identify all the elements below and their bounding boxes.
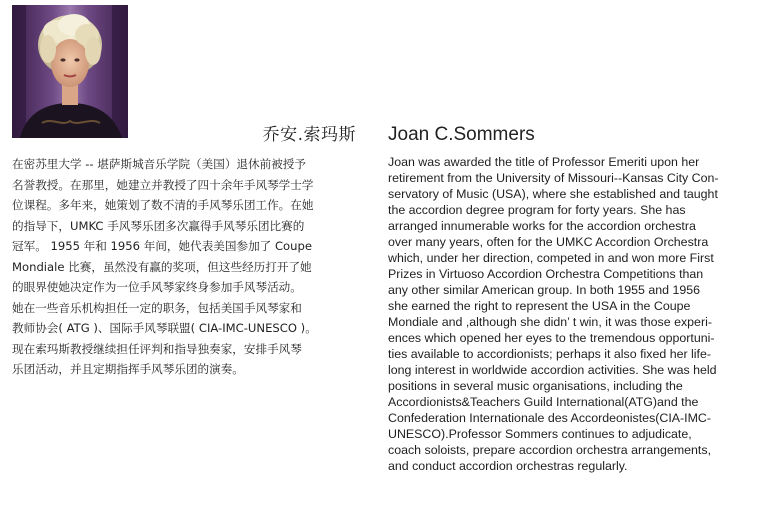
english-bio-line: long interest in worldwide accordion activities. She was held: [388, 363, 717, 377]
english-bio-line: Prizes in Virtuoso Accordion Orchestra Competitions than: [388, 267, 704, 281]
chinese-bio-line: 冠军。 1955 年和 1956 年间，她代表美国参加了 Coupe: [12, 239, 312, 253]
chinese-name-heading: 乔安.索玛斯: [262, 125, 356, 145]
chinese-bio-line: 在密苏里大学 -- 堪萨斯城音乐学院（美国）退休前被授予: [12, 157, 306, 171]
portrait-photo: [12, 5, 128, 138]
english-bio-line: and conduct accordion orchestras regularly.: [388, 459, 628, 473]
english-bio-line: over many years, often for the UMKC Accordion Orchestra: [388, 235, 709, 249]
chinese-bio-line: 乐团活动，并且定期指挥手风琴乐团的演奏。: [12, 362, 244, 376]
english-bio-line: Accordionists&Teachers Guild International(ATG)and the: [388, 395, 699, 409]
english-bio-line: positions in several music organisations, including the: [388, 379, 683, 393]
chinese-bio-line: 的指导下，UMKC 手风琴乐团多次赢得手风琴乐团比赛的: [12, 218, 305, 233]
chinese-bio-line: 她在一些音乐机构担任一定的职务，包括美国手风琴家和: [12, 300, 302, 315]
english-bio-line: UNESCO).Professor Sommers continues to adjudicate,: [388, 427, 692, 441]
english-bio-line: Mondiale and ,although she didn’ t win, it was those experi-: [388, 315, 712, 329]
english-bio-line: arranged innumerable works for the accordion orchestra: [388, 219, 696, 233]
portrait-illustration: [12, 5, 128, 138]
english-bio-line: which, under her direction, competed in and won more First: [388, 251, 714, 265]
english-bio-line: ences which opened her eyes to the tremendous opportuni-: [388, 331, 715, 345]
english-bio-line: retirement from the University of Missouri--Kansas City Con-: [388, 171, 719, 185]
chinese-bio-line: 位课程。多年来，她策划了数不清的手风琴乐团工作。在她: [12, 198, 314, 212]
chinese-bio-line: 的眼界使她决定作为一位手风琴家终身参加手风琴活动。: [12, 280, 302, 294]
chinese-bio-line: 教师协会( ATG )、国际手风琴联盟( CIA-IMC-UNESCO )。: [12, 321, 317, 335]
english-bio-line: any other similar American group. In both 1955 and 1956: [388, 283, 701, 297]
english-bio-line: servatory of Music (USA), where she established and taught: [388, 187, 718, 201]
english-bio-line: Confederation Internationale des Accordeonistes(CIA-IMC-: [388, 411, 712, 425]
english-bio-line: she earned the right to represent the USA in the Coupe: [388, 299, 691, 313]
chinese-biography: [12, 154, 358, 380]
chinese-bio-line: Mondiale 比赛，虽然没有赢的奖项，但这些经历打开了她: [12, 259, 312, 274]
english-bio-line: coach soloists, prepare accordion orchestra arrangements,: [388, 443, 712, 457]
english-bio-line: ties available to accordionists; perhaps it also fixed her life-: [388, 347, 712, 361]
english-name-heading: Joan C.Sommers: [388, 124, 535, 145]
chinese-bio-line: 名誉教授。在那里，她建立并教授了四十余年手风琴学士学: [12, 177, 314, 192]
chinese-bio-line: 现在索玛斯教授继续担任评判和指导独奏家，安排手风琴: [12, 341, 302, 356]
english-biography: [388, 154, 754, 474]
english-bio-line: the accordion degree program for forty years. She has: [388, 203, 686, 217]
english-bio-line: Joan was awarded the title of Professor Emeriti upon her: [388, 155, 700, 169]
